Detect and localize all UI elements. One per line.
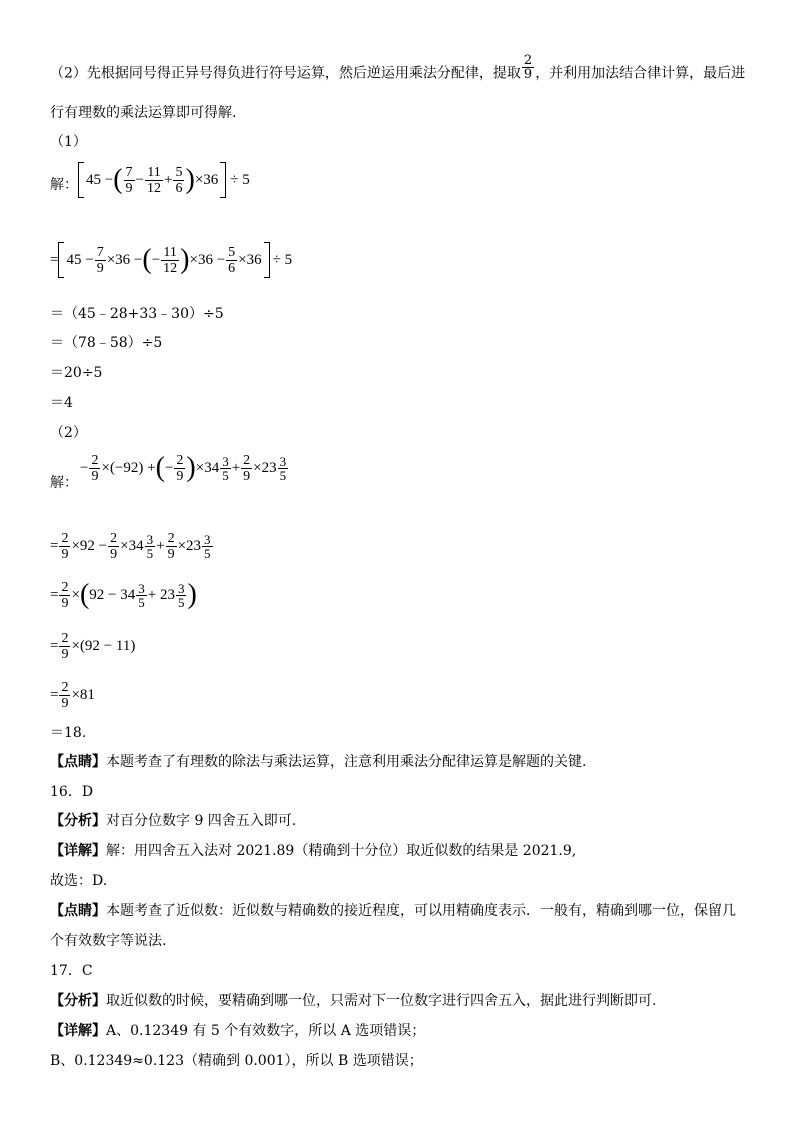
left-bracket (58, 242, 64, 278)
fraction: $\frac{3}{5}$ (138, 580, 145, 610)
fraction: $\frac{3}{5}$ (146, 531, 154, 561)
fraction: $\frac{5}{6}$ (228, 244, 236, 276)
fraction: $\frac{3}{5}$ (279, 453, 287, 483)
right-paren: ) (185, 164, 195, 195)
xiangjie-tag: 【详解】 (50, 843, 106, 859)
equation-7: = $\frac{2}{9}$ × ( 92 − 34 $\frac{3}{5}$ + 23 $\frac{3}{5}$ ) (50, 579, 197, 611)
fraction: $\frac{2}{9}$ (61, 530, 69, 562)
right-paren: ) (180, 244, 190, 275)
fraction-two-ninths: $\frac{2}{9}$ (523, 53, 533, 82)
xiangjie-17: 【详解】A、0.12349 有 5 个有效数字，所以 A 选项错误； (50, 1023, 426, 1039)
dianjing-1: 【点睛】本题考查了有理数的除法与乘法运算，注意利用乘法分配律运算是解题的关键. (50, 754, 587, 770)
guxuan-16: 故选：D. (50, 873, 108, 889)
fraction: $\frac{5}{6}$ (175, 164, 183, 196)
fraction: $\frac{2}{9}$ (167, 530, 175, 562)
step-10: ＝18. (50, 725, 87, 741)
part-2-label: （2） (50, 425, 87, 441)
dianjing-2-cont: 个有效数字等说法. (50, 933, 167, 949)
fraction: $\frac{7}{9}$ (96, 244, 104, 276)
fraction: $\frac{2}{9}$ (110, 530, 118, 562)
fraction: $\frac{2}{9}$ (243, 452, 251, 484)
fenxi-17: 【分析】取近似数的时候，要精确到哪一位，只需对下一位数字进行四舍五入，据此进行判断即可. (50, 993, 657, 1009)
step-4: ＝（78﹣58）÷5 (50, 335, 163, 351)
fraction: $\frac{7}{9}$ (125, 164, 133, 196)
step-5: ＝20÷5 (50, 365, 103, 381)
fraction: $\frac{2}{9}$ (61, 679, 69, 711)
dianjing-tag: 【点睛】 (50, 754, 106, 770)
left-paren: ( (142, 244, 152, 275)
equation-5: − $\frac{2}{9}$ × (−92) + ( − $\frac{2}{9}$ ) ×34 $\frac{3}{5}$ + $\frac{2}{9}$ ×23 $\frac{3}{5}$ (80, 452, 287, 484)
right-paren: ) (187, 579, 197, 610)
fraction: $\frac{11}{12}$ (163, 244, 178, 276)
fraction: $\frac{3}{5}$ (177, 580, 185, 610)
intro-text-tail: ，并利用加法结合律计算，最后进 (535, 65, 746, 82)
fraction: $\frac{2}{9}$ (61, 579, 69, 611)
left-paren: ( (113, 164, 123, 195)
question-17: 17．C (50, 963, 93, 979)
fenxi-tag: 【分析】 (50, 813, 106, 829)
fraction: $\frac{2}{9}$ (61, 630, 69, 662)
intro-line-1 (50, 53, 746, 87)
left-paren: ( (79, 579, 90, 610)
right-paren: ) (186, 452, 196, 483)
dianjing-2: 【点睛】本题考查了近似数：近似数与精确数的接近程度，可以用精确度表示．一般有，精确到哪一位，保留几 (50, 903, 736, 919)
right-bracket (264, 242, 270, 278)
step-3: ＝（45﹣28+33﹣30）÷5 (50, 306, 224, 322)
fenxi-tag: 【分析】 (50, 993, 106, 1009)
dianjing-tag: 【点睛】 (50, 903, 106, 919)
solution-label-1: 解： (50, 177, 78, 193)
left-bracket (78, 162, 84, 198)
intro-line-2: 行有理数的乘法运算即可得解. (50, 105, 237, 121)
question-16: 16．D (50, 784, 94, 800)
equation-8: = $\frac{2}{9}$ × (92 − 11) (50, 630, 136, 662)
line-b: B、0.12349≈0.123（精确到 0.001），所以 B 选项错误； (50, 1053, 423, 1069)
equation-1: 45 − ( $\frac{7}{9}$ − $\frac{11}{12}$ + $\frac{5}{6}$ ) ×36 ÷ 5 (78, 160, 250, 200)
fenxi-16: 【分析】对百分位数字 9 四舍五入即可. (50, 813, 297, 829)
solution-label-2: 解： (50, 475, 78, 491)
fraction: $\frac{3}{5}$ (204, 531, 211, 561)
intro-text: （2）先根据同号得正异号得负进行符号运算，然后逆运用乘法分配律，提取 (50, 65, 521, 82)
fraction: $\frac{2}{9}$ (91, 452, 99, 484)
fraction: $\frac{11}{12}$ (147, 164, 162, 196)
right-bracket (220, 162, 226, 198)
equation-9: = $\frac{2}{9}$ ×81 (50, 679, 95, 711)
fraction: $\frac{3}{5}$ (222, 453, 229, 483)
xiangjie-tag: 【详解】 (50, 1023, 106, 1039)
equation-2: = 45 − $\frac{7}{9}$ ×36 − ( − $\frac{11}{12}$ ) ×36 − $\frac{5}{6}$ ×36 ÷ 5 (50, 240, 292, 280)
xiangjie-16: 【详解】解：用四舍五入法对 2021.89（精确到十分位）取近似数的结果是 2021.9, (50, 843, 577, 859)
fraction: $\frac{2}{9}$ (176, 452, 184, 484)
left-paren: ( (155, 452, 165, 483)
step-6: ＝4 (50, 395, 73, 411)
equation-6: = $\frac{2}{9}$ ×92 − $\frac{2}{9}$ ×34 $\frac{3}{5}$ + $\frac{2}{9}$ ×23 $\frac{3}{5}$ (50, 530, 211, 562)
part-1-label: （1） (50, 134, 87, 150)
